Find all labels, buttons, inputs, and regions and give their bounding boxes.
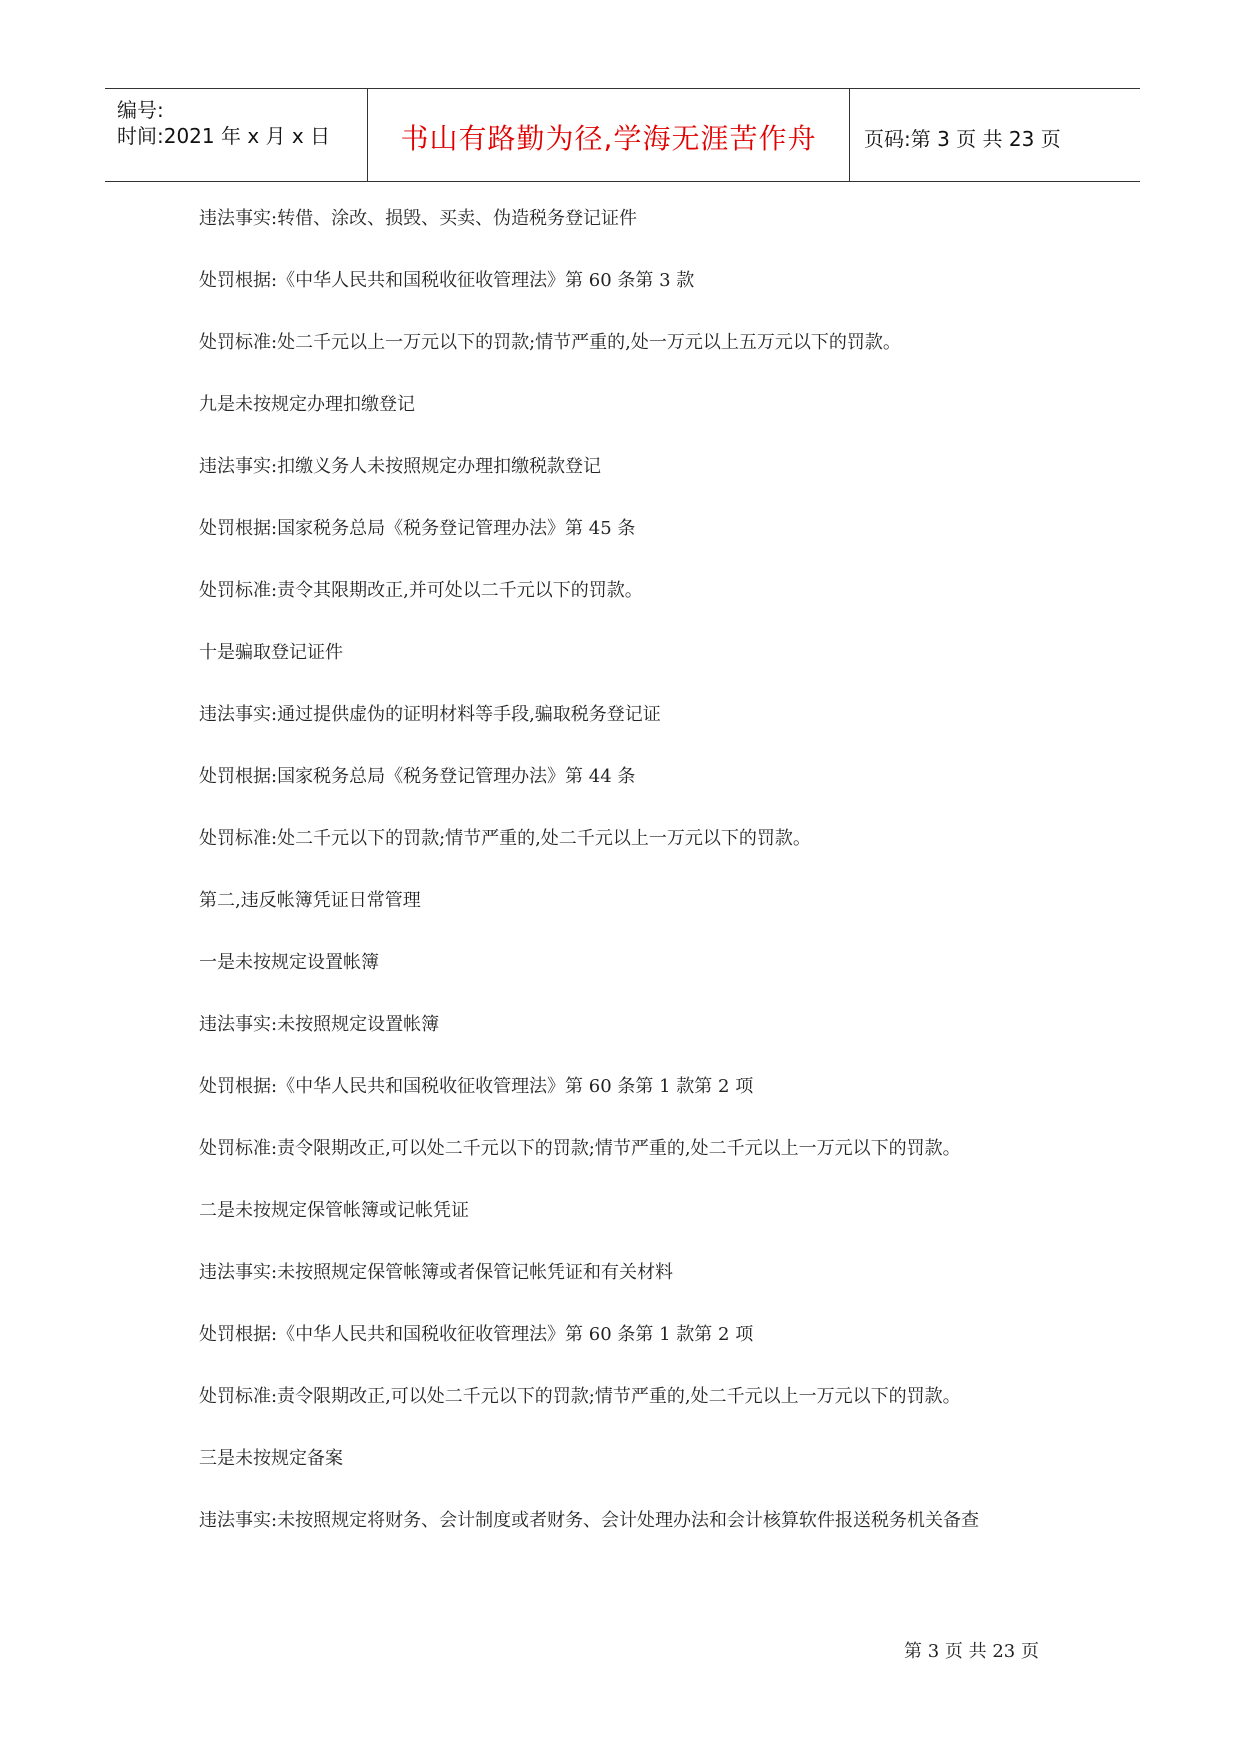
- paragraph: 处罚根据:《中华人民共和国税收征收管理法》第 60 条第 3 款: [199, 270, 695, 291]
- document-number-label: 编号:: [117, 98, 164, 122]
- paragraph: 处罚根据:国家税务总局《税务登记管理办法》第 44 条: [199, 766, 636, 787]
- section-heading: 二是未按规定保管帐簿或记帐凭证: [199, 1200, 469, 1221]
- paragraph: 处罚根据:《中华人民共和国税收征收管理法》第 60 条第 1 款第 2 项: [199, 1324, 754, 1345]
- paragraph: 处罚根据:《中华人民共和国税收征收管理法》第 60 条第 1 款第 2 项: [199, 1076, 754, 1097]
- page-code-text: 页码:第 3 页 共 23 页: [864, 126, 1061, 151]
- header-page-code: [850, 89, 1140, 181]
- page-footer: 第 3 页 共 23 页: [904, 1641, 1039, 1662]
- paragraph: 违法事实:扣缴义务人未按照规定办理扣缴税款登记: [199, 456, 602, 477]
- paragraph: 处罚标准:处二千元以下的罚款;情节严重的,处二千元以上一万元以下的罚款。: [199, 828, 811, 849]
- paragraph: 处罚标准:责令限期改正,可以处二千元以下的罚款;情节严重的,处二千元以上一万元以下的罚款。: [199, 1138, 961, 1159]
- document-time-label: 时间:2021 年 x 月 x 日: [117, 124, 331, 148]
- paragraph: 违法事实:转借、涂改、损毁、买卖、伪造税务登记证件: [199, 208, 638, 229]
- section-heading: 十是骗取登记证件: [199, 642, 343, 663]
- paragraph: 违法事实:未按照规定设置帐簿: [199, 1014, 440, 1035]
- paragraph: 违法事实:通过提供虚伪的证明材料等手段,骗取税务登记证: [199, 704, 661, 725]
- section-heading: 一是未按规定设置帐簿: [199, 952, 379, 973]
- paragraph: 违法事实:未按照规定将财务、会计制度或者财务、会计处理办法和会计核算软件报送税务机关备查: [199, 1510, 980, 1531]
- paragraph: 处罚标准:处二千元以上一万元以下的罚款;情节严重的,处一万元以上五万元以下的罚款。: [199, 332, 901, 353]
- motto-text: 书山有路勤为径,学海无涯苦作舟: [400, 122, 817, 155]
- section-heading: 三是未按规定备案: [199, 1448, 343, 1469]
- page-header: [105, 88, 1140, 182]
- header-motto-cell: [368, 89, 850, 181]
- document-body: [199, 208, 1099, 1572]
- paragraph: 处罚根据:国家税务总局《税务登记管理办法》第 45 条: [199, 518, 636, 539]
- paragraph: 处罚标准:责令其限期改正,并可处以二千元以下的罚款。: [199, 580, 643, 601]
- paragraph: 违法事实:未按照规定保管帐簿或者保管记帐凭证和有关材料: [199, 1262, 674, 1283]
- section-heading: 九是未按规定办理扣缴登记: [199, 394, 415, 415]
- header-meta: [105, 89, 368, 181]
- chapter-heading: 第二,违反帐簿凭证日常管理: [199, 890, 421, 911]
- paragraph: 处罚标准:责令限期改正,可以处二千元以下的罚款;情节严重的,处二千元以上一万元以下的罚款。: [199, 1386, 961, 1407]
